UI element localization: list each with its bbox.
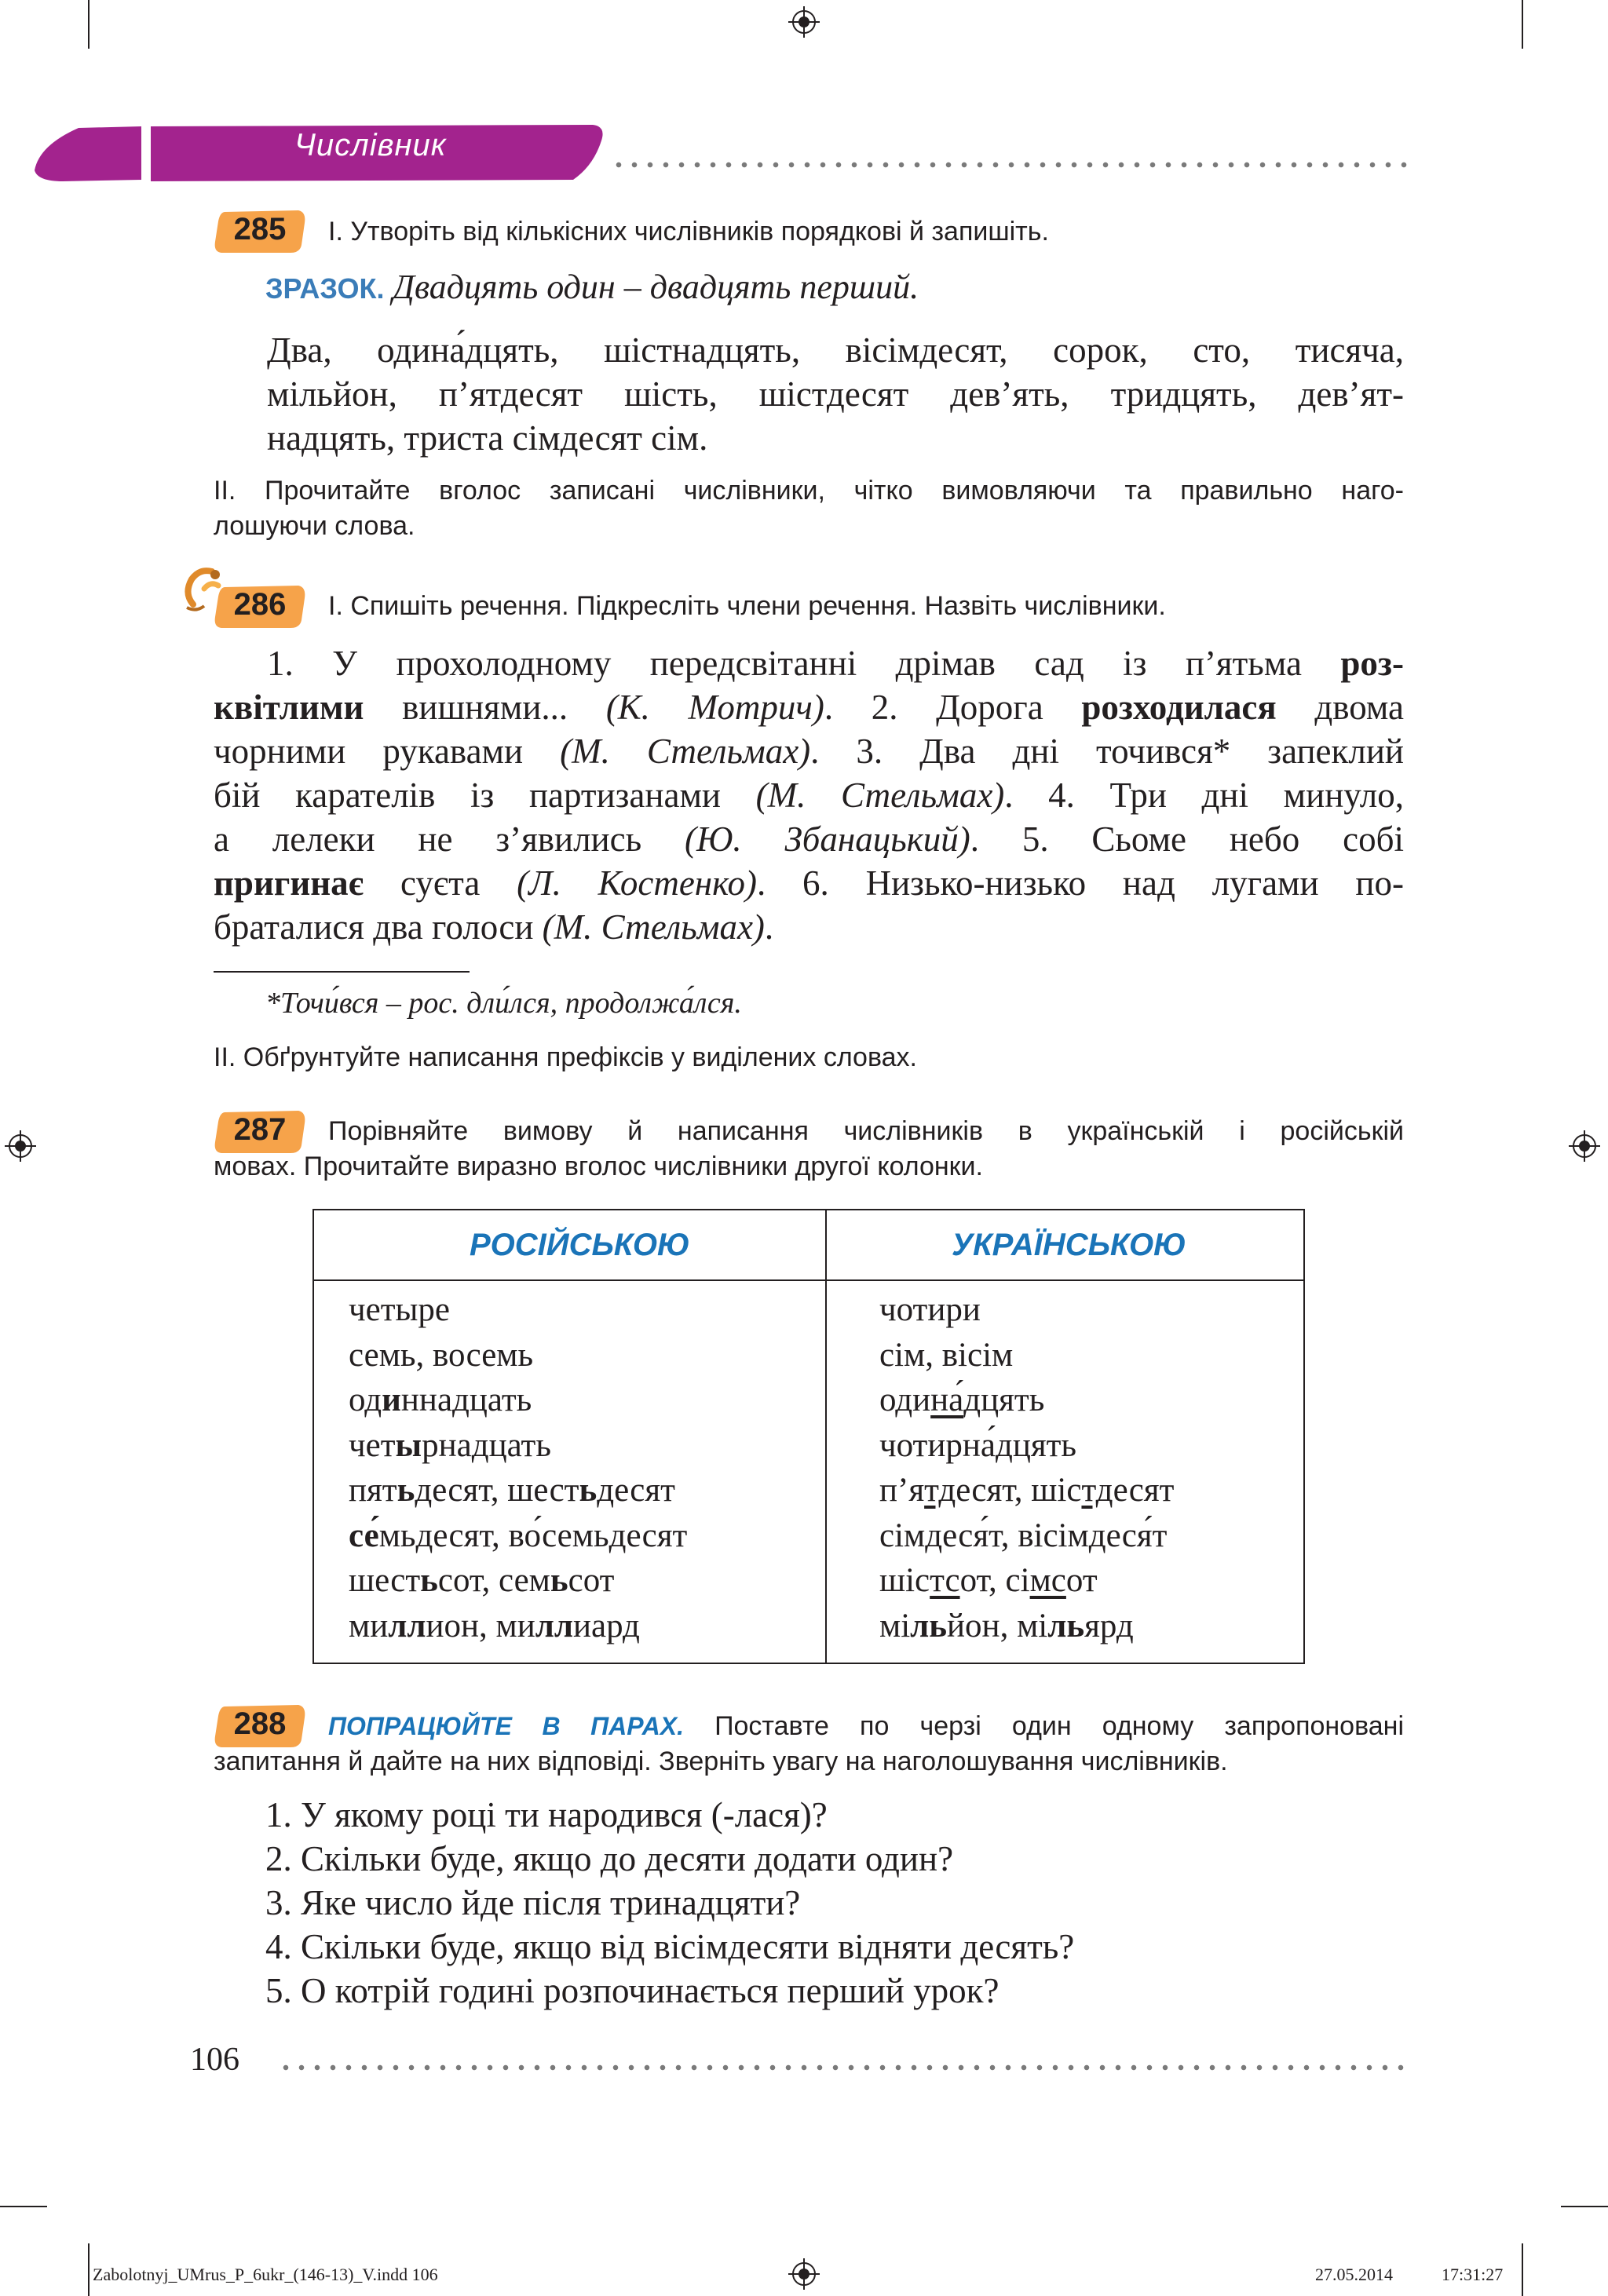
registration-mark-icon — [5, 1130, 36, 1162]
footer-dotted-rule — [278, 2064, 1409, 2071]
exercise-instruction — [214, 1114, 1404, 1185]
exercise-number: 285 — [233, 212, 287, 246]
text-span: оди — [879, 1382, 931, 1418]
text-span: . 5. Сьоме небо собі — [970, 819, 1404, 859]
table-cell — [349, 1513, 687, 1559]
sample-line — [265, 267, 919, 307]
exercise-words — [267, 328, 1404, 460]
text-line — [214, 641, 1404, 685]
footnote-rule — [214, 971, 470, 973]
exercise-number-badge — [214, 209, 306, 254]
text-span: чет — [349, 1426, 396, 1464]
underlined-letters: тд — [924, 1472, 956, 1509]
text-span: рнадцать — [422, 1426, 551, 1464]
exercise-task-2 — [214, 473, 1404, 544]
highlighted-letter: ь — [579, 1472, 598, 1509]
text-span: есят — [1113, 1472, 1175, 1509]
underlined-letters: тд — [1081, 1472, 1113, 1509]
text-span: иард — [572, 1607, 640, 1644]
list-item: 2. Скільки буде, якщо до десяти додати один? — [265, 1839, 954, 1878]
table-cell — [879, 1468, 1174, 1513]
exercise-number: 286 — [233, 587, 287, 622]
table-column-ukrainian — [879, 1287, 1174, 1648]
underlined-letters: на́ — [930, 1382, 964, 1418]
text-span: ми — [349, 1607, 389, 1644]
highlighted-letter: ь — [397, 1472, 415, 1509]
highlighted-letter: лл — [535, 1607, 573, 1644]
list-item: 3. Яке число йде після тринадцяти? — [265, 1883, 801, 1922]
registration-mark-icon — [788, 2258, 820, 2290]
text-line: мільйон, п’ятдесят шість, шістдесят дев’ять, тридцять, дев’ят- — [267, 374, 1404, 414]
crop-mark — [1561, 2206, 1608, 2207]
highlighted-letter: се́ — [349, 1517, 379, 1554]
table-cell: чотирна́дцять — [879, 1426, 1077, 1464]
text-span: десят — [597, 1472, 675, 1509]
question-list — [265, 1793, 1074, 2013]
table-cell — [349, 1558, 687, 1604]
exercise-sentences — [214, 641, 1404, 949]
print-time: 17:31:27 — [1442, 2265, 1504, 2284]
text-line: Два, одина́дцять, шістнадцять, вісімдесят, сорок, сто, тисяча, — [267, 330, 1404, 370]
text-span: Поставте по черзі один одному запропоновані — [683, 1711, 1404, 1741]
text-line — [214, 905, 1404, 949]
table-cell: четыре — [349, 1291, 450, 1328]
table-cell — [879, 1604, 1174, 1649]
author-citation: (М. Стельмах) — [542, 907, 765, 947]
text-span: ярд — [1084, 1607, 1134, 1644]
text-span: сот, сем — [437, 1562, 550, 1599]
text-line — [214, 817, 1404, 861]
text-line: запитання й дайте на них відповіді. Зверніть увагу на наголошування числівників. — [214, 1747, 1228, 1776]
table-cell: чотири — [879, 1291, 981, 1328]
text-span: пят — [349, 1472, 397, 1509]
text-line: лошуючи слова. — [214, 511, 415, 541]
crop-mark — [88, 0, 90, 49]
registration-mark-icon — [788, 6, 820, 38]
author-citation: (Ю. Збанацький) — [684, 819, 970, 859]
highlighted-letter: лл — [388, 1607, 426, 1644]
text-span: од — [349, 1382, 382, 1418]
comparison-table — [312, 1209, 1305, 1664]
print-file-name: Zabolotnyj_UMrus_P_6ukr_(146-13)_V.indd 106 — [93, 2265, 438, 2284]
text-span: . 3. Два дні точився* запеклий — [810, 732, 1404, 771]
text-span: шіс — [879, 1562, 930, 1599]
table-header-russian: РОСІЙСЬКОЮ — [470, 1228, 690, 1262]
text-span: от — [1065, 1562, 1098, 1599]
text-line: Порівняйте вимову й написання числівників в українській і російській — [328, 1116, 1404, 1146]
page-number: 106 — [190, 2042, 239, 2078]
text-span: браталися два голоси — [214, 907, 543, 947]
text-span: а лелеки не з’явились — [214, 819, 685, 859]
text-span: чорними рукавами — [214, 732, 561, 771]
text-line — [214, 685, 1404, 729]
text-span: . 6. Низько-низько над лугами по- — [756, 863, 1404, 903]
text-span: п’я — [879, 1472, 925, 1509]
print-date: 27.05.2014 — [1315, 2265, 1393, 2284]
underlined-letters: тс — [930, 1562, 960, 1599]
table-cell: семь, восемь — [349, 1336, 534, 1374]
crop-mark — [0, 2206, 47, 2207]
highlighted-letter: ь — [550, 1562, 568, 1599]
text-span: шест — [349, 1562, 421, 1599]
text-line: надцять, триста сімдесят сім. — [267, 418, 708, 458]
text-span: семьдесят — [542, 1517, 688, 1554]
table-cell: сім, вісім — [879, 1336, 1014, 1374]
exercise-task-2: ІІ. Обґрунтуйте написання префіксів у виділених словах. — [214, 1042, 917, 1072]
text-span: . — [764, 907, 774, 947]
crop-mark — [1522, 0, 1523, 49]
text-span: двома — [1276, 688, 1404, 727]
highlighted-letter: ль — [1047, 1607, 1085, 1644]
list-item: 5. О котрій годині розпочинається перший урок? — [265, 1971, 1000, 2010]
text-span: вишнями... — [364, 688, 606, 727]
pair-work-label: ПОПРАЦЮЙТЕ В ПАРАХ. — [328, 1712, 684, 1740]
exercise-number-badge — [214, 584, 306, 630]
highlighted-letter: ль — [910, 1607, 948, 1644]
text-span: есят, шіс — [956, 1472, 1082, 1509]
exercise-instruction: І. Спишіть речення. Підкресліть члени речення. Назвіть числівники. — [328, 591, 1166, 621]
exercise-instruction — [214, 1709, 1404, 1779]
table-column-russian — [349, 1287, 687, 1648]
text-span: дцять — [963, 1382, 1045, 1418]
exercise-number: 287 — [233, 1112, 287, 1147]
text-line — [214, 861, 1404, 905]
text-line — [214, 1709, 1404, 1744]
text-span: мі — [879, 1607, 911, 1644]
exercise-number: 288 — [233, 1706, 287, 1741]
text-span: ион, ми — [426, 1607, 535, 1644]
table-column-divider — [825, 1210, 827, 1663]
table-cell — [349, 1378, 687, 1423]
highlighted-letter: ы — [395, 1426, 422, 1464]
text-line — [214, 773, 1404, 817]
text-span: бій карателів із партизанами — [214, 776, 756, 815]
table-cell — [879, 1378, 1174, 1423]
header-dotted-rule — [611, 162, 1407, 168]
text-span: десят, шест — [415, 1472, 579, 1509]
highlighted-word: розходилася — [1081, 688, 1277, 727]
author-citation: (М. Стельмах) — [755, 776, 1005, 815]
text-span: йон, мі — [947, 1607, 1048, 1644]
footnote: *Точи́вся – рос. дли́лся, продолжа́лся. — [265, 987, 742, 1020]
list-item: 4. Скільки буде, якщо від вісімдесяти відняти десять? — [265, 1927, 1075, 1966]
table-cell — [349, 1423, 687, 1469]
crop-mark — [88, 2243, 90, 2296]
underlined-letters: мс — [1029, 1562, 1066, 1599]
text-span: мьдесят, во́ — [378, 1517, 543, 1554]
table-cell — [349, 1468, 687, 1513]
sample-label: ЗРАЗОК. — [265, 272, 385, 305]
author-citation: (Л. Костенко) — [517, 863, 757, 903]
text-span: . 2. Дорога — [824, 688, 1082, 727]
author-citation: (М. Стельмах) — [560, 732, 811, 771]
highlighted-letter: и — [382, 1382, 401, 1418]
text-line: мовах. Прочитайте виразно вголос числівники другої колонки. — [214, 1152, 983, 1181]
exercise-instruction: І. Утворіть від кількісних числівників порядкові й запишіть. — [328, 217, 1049, 246]
table-cell: сімдеся́т, вісімдеся́т — [879, 1517, 1168, 1554]
text-line — [214, 729, 1404, 773]
section-title: Числівник — [294, 128, 447, 162]
table-cell — [879, 1558, 1174, 1604]
text-span: . 4. Три дні минуло, — [1004, 776, 1405, 815]
text-span: сот — [568, 1562, 615, 1599]
crop-mark — [1522, 2243, 1523, 2296]
text-span: суєта — [364, 863, 517, 903]
highlighted-word: пригинає — [214, 863, 364, 903]
sample-text: Двадцять один – двадцять перший. — [392, 268, 919, 306]
highlighted-word: роз- — [1340, 644, 1404, 683]
table-cell — [349, 1604, 687, 1649]
list-item: 1. У якому році ти народився (-лася)? — [265, 1795, 828, 1834]
text-span: ннадцать — [400, 1382, 532, 1418]
text-line: ІІ. Прочитайте вголос записані числівники, чітко вимовляючи та правильно наго- — [214, 476, 1404, 506]
text-span: 1. У прохолодному передсвітанні дрімав сад із п’ятьма — [267, 644, 1341, 683]
text-span: от, сі — [959, 1562, 1030, 1599]
highlighted-letter: ь — [420, 1562, 438, 1599]
registration-mark-icon — [1569, 1130, 1600, 1162]
author-citation: (К. Мотрич) — [605, 688, 824, 727]
highlighted-word: квітлими — [214, 688, 364, 727]
table-header-ukrainian: УКРАЇНСЬКОЮ — [952, 1228, 1186, 1262]
